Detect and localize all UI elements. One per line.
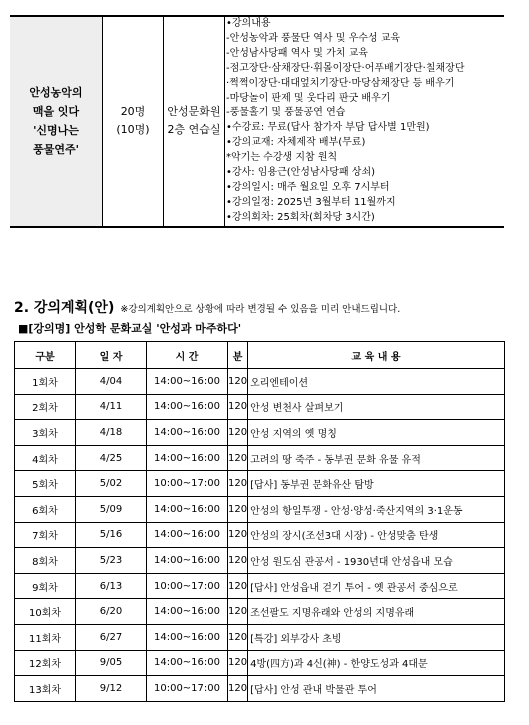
cell-time: 10:00~17:00 [147,471,228,497]
cell-date: 4/11 [76,394,147,420]
cell-time: 14:00~16:00 [147,650,228,676]
detail-line: -마당놀이 판제 및 웃다리 판굿 배우기 [226,92,391,104]
cell-round: 4회차 [15,445,76,471]
cell-time: 14:00~16:00 [147,445,228,471]
cell-content: 안성의 장시(조선3대 시장) - 안성맞춤 탄생 [248,522,505,548]
cell-date: 5/02 [76,471,147,497]
cell-round: 7회차 [15,522,76,548]
schedule-table [14,341,505,702]
cell-minutes: 120 [228,650,248,676]
table-row [15,599,505,625]
cell-content: 안성 원도심 관공서 - 1930년대 안성읍내 모습 [248,548,505,574]
course-name-line: '신명나는 [33,124,79,138]
cell-date: 5/09 [76,496,147,522]
cell-minutes: 120 [228,624,248,650]
cell-content: 오리엔테이션 [248,369,505,395]
course-capacity-cell [103,16,164,227]
detail-line: •강의내용 [226,18,271,29]
header-date: 일 자 [76,342,147,369]
cell-content: 안성 지역의 옛 명칭 [248,420,505,446]
detail-line: -안성남사당패 역사 및 가치 교육 [226,47,368,59]
cell-date: 9/12 [76,676,147,702]
cell-minutes: 120 [228,471,248,497]
cell-minutes: 120 [228,420,248,446]
header-round: 구분 [15,342,76,369]
cell-date: 5/16 [76,522,147,548]
cell-minutes: 120 [228,548,248,574]
header-time: 시 간 [147,342,228,369]
cell-minutes: 120 [228,496,248,522]
course-table [10,15,504,228]
detail-line: -풍물홀기 및 풍물공연 연습 [226,107,346,119]
detail-line: •강의일시: 매주 월요일 오후 7시부터 [226,181,390,193]
cell-round: 8회차 [15,548,76,574]
header-minutes: 분 [228,342,248,369]
table-row [15,522,505,548]
detail-line: -안성농악과 풍물단 역사 및 우수성 교육 [226,32,401,44]
section-heading [14,297,400,317]
cell-time: 14:00~16:00 [147,624,228,650]
cell-round: 1회차 [15,369,76,395]
cell-date: 4/04 [76,369,147,395]
detail-line: *악기는 수강생 지참 원칙 [226,152,338,164]
cell-time: 14:00~16:00 [147,522,228,548]
cell-minutes: 120 [228,445,248,471]
detail-line: •수강료: 무료(답사 참가자 부담 답사별 1만원) [226,122,430,134]
place-line: 2층 연습실 [167,123,221,137]
section-note: ※강의계획안으로 상황에 따라 변경될 수 있음을 미리 안내드립니다. [120,304,401,315]
cell-round: 11회차 [15,624,76,650]
course-details-cell [225,16,505,227]
cell-round: 12회차 [15,650,76,676]
cell-content: 고려의 땅 죽주 - 동부권 문화 유물 유적 [248,445,505,471]
course-name-line: 풍물연주' [33,143,79,157]
course-row [10,16,504,227]
header-content: 교 육 내 용 [248,342,505,369]
cell-round: 13회차 [15,676,76,702]
table-row [15,548,505,574]
cell-round: 10회차 [15,599,76,625]
cell-minutes: 120 [228,573,248,599]
course-name-line: 안성농악의 [29,86,83,100]
table-row [15,573,505,599]
cell-round: 9회차 [15,573,76,599]
cell-time: 14:00~16:00 [147,394,228,420]
detail-line: •강의일정: 2025년 3월부터 11월까지 [226,196,396,208]
cell-content: [답사] 동부권 문화유산 탐방 [248,471,505,497]
cell-content: 조선팔도 지명유래와 안성의 지명유래 [248,599,505,625]
detail-line: ·쩍쩍이장단·대대엎치기장단·마당삼채장단 등 배우기 [226,77,455,89]
cell-time: 14:00~16:00 [147,599,228,625]
table-row [15,676,505,702]
cell-round: 2회차 [15,394,76,420]
course-place-cell [164,16,225,227]
table-row [15,394,505,420]
cell-date: 6/13 [76,573,147,599]
cell-minutes: 120 [228,369,248,395]
cell-round: 3회차 [15,420,76,446]
capacity-line: (10명) [116,123,150,137]
table-row [15,496,505,522]
table-row [15,471,505,497]
cell-date: 6/27 [76,624,147,650]
cell-time: 14:00~16:00 [147,369,228,395]
cell-content: [답사] 안성읍내 걷기 투어 - 옛 관공서 중심으로 [248,573,505,599]
detail-line: -점고장단·삼채장단·휘몰이장단·어푸배기장단·칠채장단 [226,62,465,74]
cell-date: 4/18 [76,420,147,446]
cell-date: 4/25 [76,445,147,471]
table-row [15,420,505,446]
cell-date: 9/05 [76,650,147,676]
cell-minutes: 120 [228,599,248,625]
table-row [15,624,505,650]
detail-line: •강사: 임용근(안성남사당패 상쇠) [226,167,376,179]
cell-time: 14:00~16:00 [147,420,228,446]
place-line: 안성문화원 [167,105,221,119]
cell-round: 6회차 [15,496,76,522]
cell-round: 5회차 [15,471,76,497]
cell-time: 14:00~16:00 [147,496,228,522]
cell-minutes: 120 [228,522,248,548]
cell-time: 14:00~16:00 [147,548,228,574]
table-row [15,445,505,471]
capacity-line: 20명 [120,105,146,119]
cell-date: 6/20 [76,599,147,625]
cell-content: [특강] 외부강사 초빙 [248,624,505,650]
detail-line: •강의회차: 25회차(회차당 3시간) [226,211,375,223]
cell-time: 10:00~17:00 [147,676,228,702]
cell-time: 10:00~17:00 [147,573,228,599]
table-row [15,369,505,395]
table-row [15,650,505,676]
cell-content: 안성 변천사 살펴보기 [248,394,505,420]
schedule-header-row [15,342,505,369]
cell-content: [답사] 안성 관내 박물관 투어 [248,676,505,702]
cell-minutes: 120 [228,394,248,420]
cell-date: 5/23 [76,548,147,574]
course-title: ■[강의명] 안성학 문화교실 '안성과 마주하다' [18,322,242,335]
course-name-line: 맥을 잇다 [32,105,80,119]
course-name-cell [10,16,103,227]
section-heading-text: 2. 강의계획(안) [14,300,115,316]
cell-minutes: 120 [228,676,248,702]
cell-content: 4방(四方)과 4신(神) - 한양도성과 4대문 [248,650,505,676]
detail-line: •강의교재: 자체제작 배부(무료) [226,137,366,149]
cell-content: 안성의 항일투쟁 - 안성·양성·죽산지역의 3·1운동 [248,496,505,522]
